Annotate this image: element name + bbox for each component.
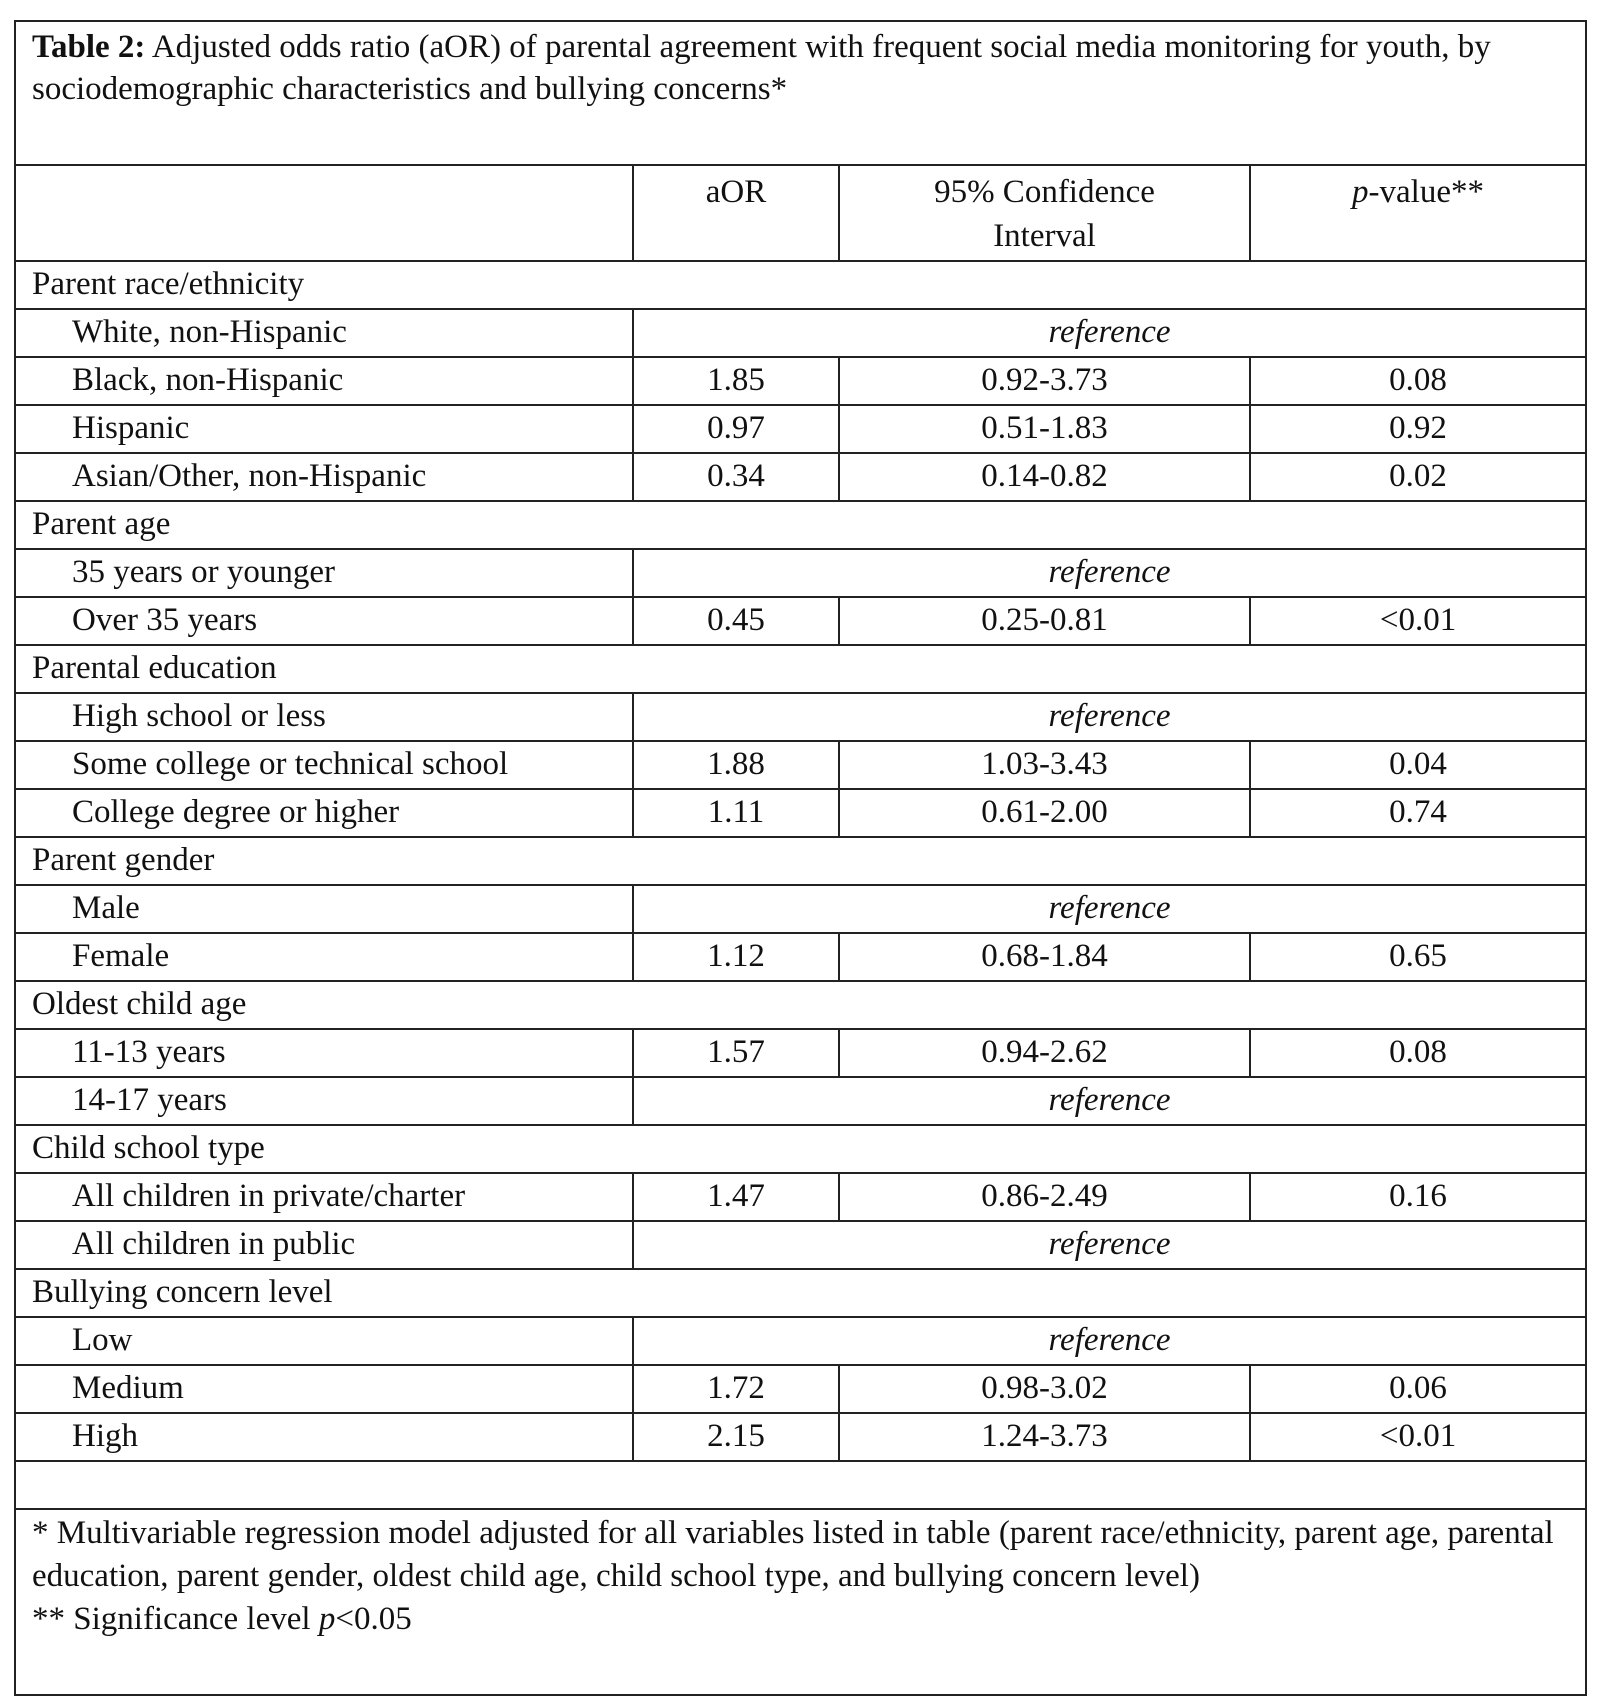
row-label: 14-17 years xyxy=(15,1077,633,1125)
caption-text: Adjusted odds ratio (aOR) of parental agreement with frequent social media monitoring for youth, by sociodemographic characteristics and bullying concerns* xyxy=(32,29,1491,107)
ci-cell: 0.94-2.62 xyxy=(839,1029,1250,1077)
row-label: Female xyxy=(15,933,633,981)
row-label: Over 35 years xyxy=(15,597,633,645)
table-row xyxy=(15,597,1586,645)
row-label: Medium xyxy=(15,1365,633,1413)
p-value-cell: <0.01 xyxy=(1250,1413,1586,1461)
table-caption xyxy=(15,21,1586,165)
ci-cell: 1.24-3.73 xyxy=(839,1413,1250,1461)
group-row xyxy=(15,645,1586,693)
group-label: Parent race/ethnicity xyxy=(15,261,1586,309)
row-label: All children in private/charter xyxy=(15,1173,633,1221)
group-row xyxy=(15,501,1586,549)
table-caption-row xyxy=(15,21,1586,165)
aor-cell: 1.57 xyxy=(633,1029,839,1077)
header-row xyxy=(15,165,1586,261)
table-row xyxy=(15,789,1586,837)
ci-cell: 0.92-3.73 xyxy=(839,357,1250,405)
reference-cell: reference xyxy=(633,885,1586,933)
header-p-italic: p xyxy=(1352,174,1369,210)
ci-cell: 0.25-0.81 xyxy=(839,597,1250,645)
ci-cell: 0.61-2.00 xyxy=(839,789,1250,837)
row-label: Asian/Other, non-Hispanic xyxy=(15,453,633,501)
group-label: Parental education xyxy=(15,645,1586,693)
p-value-cell: 0.74 xyxy=(1250,789,1586,837)
table-row xyxy=(15,1317,1586,1365)
caption-label: Table 2: xyxy=(32,29,146,65)
footnote-2-prefix: ** Significance level xyxy=(32,1601,319,1637)
p-value-cell: 0.04 xyxy=(1250,741,1586,789)
p-value-cell: 0.08 xyxy=(1250,357,1586,405)
aor-cell: 1.47 xyxy=(633,1173,839,1221)
table-row xyxy=(15,1173,1586,1221)
reference-cell: reference xyxy=(633,693,1586,741)
aor-cell: 1.85 xyxy=(633,357,839,405)
header-empty-cell xyxy=(15,165,633,261)
table-row xyxy=(15,1365,1586,1413)
reference-cell: reference xyxy=(633,549,1586,597)
row-label: White, non-Hispanic xyxy=(15,309,633,357)
reference-cell: reference xyxy=(633,1317,1586,1365)
group-label: Oldest child age xyxy=(15,981,1586,1029)
header-p-rest: -value** xyxy=(1368,174,1484,210)
reference-cell: reference xyxy=(633,309,1586,357)
row-label: High xyxy=(15,1413,633,1461)
row-label: 35 years or younger xyxy=(15,549,633,597)
table-row xyxy=(15,1221,1586,1269)
row-label: College degree or higher xyxy=(15,789,633,837)
table-row xyxy=(15,1413,1586,1461)
table-container xyxy=(14,20,1585,1696)
p-value-cell: 0.08 xyxy=(1250,1029,1586,1077)
row-label: High school or less xyxy=(15,693,633,741)
group-row xyxy=(15,1125,1586,1173)
p-value-cell: 0.16 xyxy=(1250,1173,1586,1221)
p-value-cell: 0.65 xyxy=(1250,933,1586,981)
table-row xyxy=(15,1029,1586,1077)
aor-cell: 1.72 xyxy=(633,1365,839,1413)
ci-cell: 0.98-3.02 xyxy=(839,1365,1250,1413)
ci-cell: 0.86-2.49 xyxy=(839,1173,1250,1221)
header-p-value xyxy=(1250,165,1586,261)
group-row xyxy=(15,837,1586,885)
header-ci-text: 95% Confidence Interval xyxy=(934,174,1155,254)
aor-cell: 1.88 xyxy=(633,741,839,789)
group-label: Child school type xyxy=(15,1125,1586,1173)
group-label: Parent age xyxy=(15,501,1586,549)
reference-cell: reference xyxy=(633,1077,1586,1125)
ci-cell: 0.68-1.84 xyxy=(839,933,1250,981)
aor-cell: 0.34 xyxy=(633,453,839,501)
spacer-cell xyxy=(15,1461,1586,1509)
row-label: Low xyxy=(15,1317,633,1365)
table-row xyxy=(15,405,1586,453)
ci-cell: 0.51-1.83 xyxy=(839,405,1250,453)
group-row xyxy=(15,261,1586,309)
table-row xyxy=(15,741,1586,789)
aor-cell: 1.12 xyxy=(633,933,839,981)
row-label: Hispanic xyxy=(15,405,633,453)
table-row xyxy=(15,549,1586,597)
aor-cell: 1.11 xyxy=(633,789,839,837)
header-ci xyxy=(839,165,1250,261)
table-row xyxy=(15,309,1586,357)
ci-cell: 1.03-3.43 xyxy=(839,741,1250,789)
table-row xyxy=(15,693,1586,741)
group-label: Parent gender xyxy=(15,837,1586,885)
group-row xyxy=(15,981,1586,1029)
row-label: Black, non-Hispanic xyxy=(15,357,633,405)
row-label: Some college or technical school xyxy=(15,741,633,789)
spacer-row xyxy=(15,1461,1586,1509)
group-label: Bullying concern level xyxy=(15,1269,1586,1317)
reference-cell: reference xyxy=(633,1221,1586,1269)
row-label: All children in public xyxy=(15,1221,633,1269)
table-row xyxy=(15,1077,1586,1125)
row-label: Male xyxy=(15,885,633,933)
p-value-cell: 0.06 xyxy=(1250,1365,1586,1413)
p-value-cell: <0.01 xyxy=(1250,597,1586,645)
table-row xyxy=(15,357,1586,405)
odds-ratio-table xyxy=(14,20,1587,1696)
footnote-2 xyxy=(32,1598,1569,1641)
aor-cell: 0.45 xyxy=(633,597,839,645)
aor-cell: 0.97 xyxy=(633,405,839,453)
footnote-2-suffix: <0.05 xyxy=(335,1601,412,1637)
footnote-1: * Multivariable regression model adjusted for all variables listed in table (parent race/ethnicity, parent age, parental education, parent gender, oldest child age, child school type, and bullying concern level) xyxy=(32,1515,1554,1594)
row-label: 11-13 years xyxy=(15,1029,633,1077)
footnote-row xyxy=(15,1509,1586,1695)
ci-cell: 0.14-0.82 xyxy=(839,453,1250,501)
header-aor: aOR xyxy=(633,165,839,261)
footnotes xyxy=(15,1509,1586,1695)
table-row xyxy=(15,885,1586,933)
footnote-2-italic: p xyxy=(318,1601,336,1637)
p-value-cell: 0.92 xyxy=(1250,405,1586,453)
table-row xyxy=(15,933,1586,981)
group-row xyxy=(15,1269,1586,1317)
table-row xyxy=(15,453,1586,501)
aor-cell: 2.15 xyxy=(633,1413,839,1461)
p-value-cell: 0.02 xyxy=(1250,453,1586,501)
